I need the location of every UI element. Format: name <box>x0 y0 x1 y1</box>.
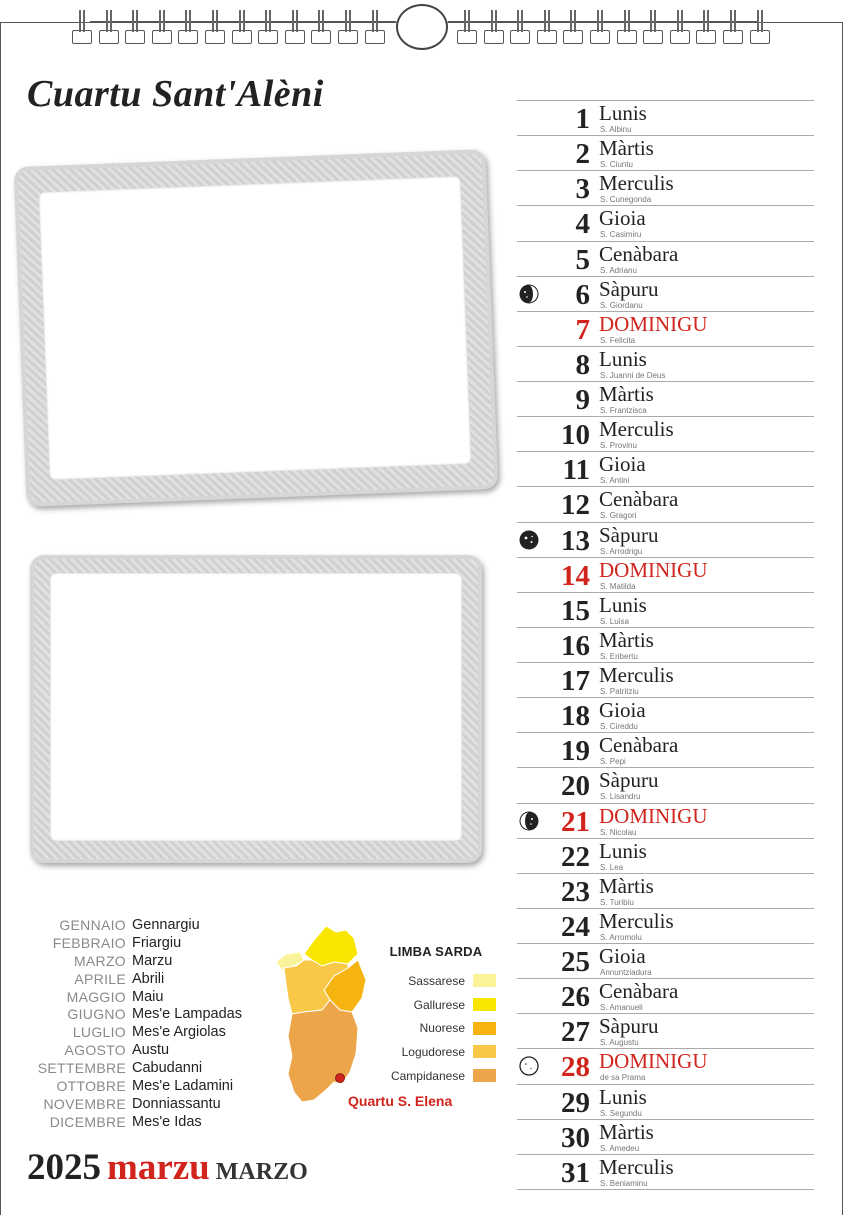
legend-item <box>376 1064 496 1088</box>
photo-placeholder-bottom <box>50 573 462 841</box>
legend-swatch <box>473 1045 496 1058</box>
weekday-name: Màrtis <box>599 136 654 161</box>
saint-name: S. Matilda <box>600 581 636 591</box>
month-row <box>20 952 280 970</box>
legend-item-label: Nuorese <box>419 1021 465 1036</box>
day-number: 18 <box>561 700 590 733</box>
day-number: 20 <box>561 770 590 803</box>
photo-frame-bottom <box>30 555 482 863</box>
binding-ring <box>677 10 681 36</box>
saint-name: S. Segundu <box>600 1108 642 1118</box>
day-number: 7 <box>575 313 590 346</box>
day-row <box>517 1049 814 1084</box>
month-italian: AGOSTO <box>64 1042 126 1059</box>
binding-ring <box>159 10 163 36</box>
binding-ring <box>265 10 269 36</box>
saint-name: S. Albinu <box>600 125 632 134</box>
day-row <box>517 523 814 558</box>
day-number: 22 <box>561 840 590 873</box>
month-sardinian: Maiu <box>132 988 164 1005</box>
weekday-name: Sàpuru <box>599 522 659 547</box>
month-row <box>20 934 280 952</box>
sardinia-map <box>274 924 374 1106</box>
day-row <box>517 593 814 628</box>
binding-ring <box>185 10 189 36</box>
weekday-name: DOMINIGU <box>599 1049 708 1074</box>
saint-name: S. Gragori <box>600 511 637 521</box>
day-row <box>517 979 814 1014</box>
day-row <box>517 1155 814 1190</box>
month-row <box>20 1113 280 1131</box>
saint-name: S. Arrodrigu <box>600 546 643 556</box>
day-number: 3 <box>575 173 590 206</box>
binding-ring <box>544 10 548 36</box>
binding-ring <box>517 10 521 36</box>
month-italian: NOVEMBRE <box>43 1095 126 1112</box>
day-number: 17 <box>561 665 590 697</box>
hanger-ring <box>396 4 448 50</box>
month-row <box>20 1059 280 1077</box>
day-number: 28 <box>561 1051 590 1084</box>
month-sardinian: Friargiu <box>132 934 182 951</box>
month-names-list <box>20 916 280 1131</box>
saint-name: S. Cireddu <box>600 722 638 732</box>
weekday-name: Lunis <box>599 346 647 371</box>
saint-name: Annuntziadura <box>600 968 652 977</box>
weekday-name: Gioia <box>599 944 646 968</box>
legend-item <box>376 969 496 993</box>
calendar-footer <box>27 1146 308 1189</box>
day-number: 1 <box>575 103 590 135</box>
month-sardinian: Abrili <box>132 970 165 987</box>
month-row <box>20 1005 280 1023</box>
map-city-label: Quartu S. Elena <box>348 1093 453 1109</box>
month-italian: OTTOBRE <box>56 1077 126 1094</box>
month-italian: GENNAIO <box>59 916 126 933</box>
day-number: 14 <box>561 559 590 592</box>
month-italian: APRILE <box>74 970 126 987</box>
binding-ring <box>79 10 83 36</box>
binding-ring <box>491 10 495 36</box>
month-italian: FEBBRAIO <box>52 934 126 951</box>
binding-ring <box>318 10 322 36</box>
weekday-name: Cenàbara <box>599 241 679 266</box>
weekday-name: Màrtis <box>599 382 654 406</box>
month-row <box>20 988 280 1006</box>
weekday-name: Cenàbara <box>599 487 679 512</box>
saint-name: S. Lea <box>600 862 624 872</box>
day-row <box>517 1085 814 1120</box>
day-number: 25 <box>561 946 590 978</box>
day-row <box>517 382 814 417</box>
saint-name: S. Amanueli <box>600 1003 643 1013</box>
saint-name: S. Ciuntu <box>600 160 633 170</box>
legend-swatch <box>473 998 496 1011</box>
day-list <box>517 100 814 1190</box>
legend-item-label: Logudorese <box>401 1044 465 1059</box>
day-number: 31 <box>561 1156 590 1189</box>
binding-ring <box>106 10 110 36</box>
day-row <box>517 698 814 733</box>
month-row <box>20 1095 280 1113</box>
day-row <box>517 558 814 593</box>
weekday-name: Gioia <box>599 452 646 477</box>
day-row <box>517 944 814 979</box>
binding-ring <box>570 10 574 36</box>
legend-item-label: Gallurese <box>413 997 465 1012</box>
day-number: 23 <box>561 875 590 908</box>
saint-name: S. Nicolau <box>600 827 637 837</box>
month-sardinian: Gennargiu <box>132 916 200 933</box>
month-sardinian: Austu <box>132 1042 170 1059</box>
weekday-name: Lunis <box>599 1084 647 1109</box>
day-number: 13 <box>561 524 590 557</box>
day-row <box>517 312 814 347</box>
footer-year: 2025 <box>27 1147 101 1188</box>
legend-title: LIMBA SARDA <box>389 944 483 959</box>
footer-month-italian: MARZO <box>215 1159 308 1185</box>
day-row <box>517 768 814 803</box>
binding-ring <box>239 10 243 36</box>
day-number: 27 <box>561 1016 590 1049</box>
saint-name: S. Cunegonda <box>600 195 652 205</box>
day-number: 24 <box>561 910 590 943</box>
legend-swatch <box>473 1069 496 1082</box>
saint-name: S. Juanni de Deus <box>600 370 666 380</box>
saint-name: S. Turibiu <box>600 897 634 907</box>
weekday-name: Sàpuru <box>599 1014 659 1039</box>
month-row <box>20 1077 280 1095</box>
day-number: 16 <box>561 629 590 662</box>
day-number: 12 <box>561 489 590 522</box>
binding-ring <box>730 10 734 36</box>
month-italian: DICEMBRE <box>49 1113 126 1130</box>
day-row <box>517 277 814 312</box>
day-number: 8 <box>575 348 590 381</box>
binding-ring <box>212 10 216 36</box>
weekday-name: Cenàbara <box>599 979 679 1004</box>
weekday-name: DOMINIGU <box>599 557 708 582</box>
day-number: 21 <box>561 805 590 838</box>
binding-ring <box>650 10 654 36</box>
month-sardinian: Mes'e Lampadas <box>132 1006 242 1023</box>
day-number: 26 <box>561 981 590 1014</box>
weekday-name: Màrtis <box>599 1119 654 1144</box>
weekday-name: Merculis <box>599 1154 674 1179</box>
day-number: 4 <box>575 208 590 241</box>
month-row <box>20 970 280 988</box>
day-number: 2 <box>575 138 590 171</box>
month-sardinian: Marzu <box>132 952 173 969</box>
saint-name: S. Lisandru <box>600 792 641 802</box>
day-row <box>517 136 814 171</box>
day-row <box>517 839 814 874</box>
saint-name: S. Casimiru <box>600 230 642 240</box>
day-row <box>517 1014 814 1049</box>
dialect-legend <box>376 944 496 1087</box>
month-sardinian: Cabudanni <box>132 1060 203 1077</box>
day-row <box>517 417 814 452</box>
saint-name: S. Antini <box>600 476 630 486</box>
weekday-name: Merculis <box>599 663 674 687</box>
page-title: Cuartu Sant'Alèni <box>27 73 324 115</box>
map-region-campidanese <box>288 1000 358 1102</box>
legend-item <box>376 1016 496 1040</box>
month-row <box>20 1023 280 1041</box>
day-row <box>517 804 814 839</box>
binding-ring <box>624 10 628 36</box>
weekday-name: Lunis <box>599 838 647 863</box>
day-row <box>517 347 814 382</box>
saint-name: S. Amedeu <box>600 1143 640 1153</box>
legend-item <box>376 1040 496 1064</box>
weekday-name: Merculis <box>599 417 674 442</box>
month-sardinian: Mes'e Ladamini <box>132 1077 234 1094</box>
day-row <box>517 171 814 206</box>
binding-ring <box>597 10 601 36</box>
day-row <box>517 101 814 136</box>
binding-ring <box>345 10 349 36</box>
weekday-name: Merculis <box>599 908 674 933</box>
saint-name: S. Patritziu <box>600 687 639 696</box>
saint-name: S. Provinu <box>600 441 637 451</box>
weekday-name: Gioia <box>599 698 646 723</box>
weekday-name: Merculis <box>599 171 674 196</box>
photo-frame-top <box>14 149 499 507</box>
month-italian: MAGGIO <box>66 988 126 1005</box>
weekday-name: Lunis <box>599 101 647 125</box>
month-row <box>20 916 280 934</box>
legend-item-label: Campidanese <box>390 1068 465 1083</box>
day-number: 15 <box>561 594 590 627</box>
month-italian: SETTEMBRE <box>37 1060 126 1077</box>
legend-item-label: Sassarese <box>408 973 465 988</box>
saint-name: S. Felicita <box>600 335 636 345</box>
saint-name: S. Arromolu <box>600 932 642 942</box>
day-row <box>517 206 814 241</box>
photo-placeholder-top <box>39 176 472 480</box>
month-sardinian: Mes'e Argiolas <box>132 1024 226 1041</box>
binding-ring <box>372 10 376 36</box>
legend-swatch <box>473 974 496 987</box>
binding-ring <box>132 10 136 36</box>
weekday-name: Cenàbara <box>599 733 679 758</box>
binding-ring <box>292 10 296 36</box>
weekday-name: Sàpuru <box>599 276 659 301</box>
month-italian: MARZO <box>73 952 126 969</box>
day-row <box>517 909 814 944</box>
saint-name: S. Beniaminu <box>600 1178 648 1188</box>
saint-name: S. Eribertu <box>600 651 638 661</box>
weekday-name: Màrtis <box>599 627 654 652</box>
day-row <box>517 874 814 909</box>
month-italian: LUGLIO <box>72 1024 126 1041</box>
binding-ring <box>757 10 761 36</box>
day-row <box>517 487 814 522</box>
saint-name: S. Pepi <box>600 757 626 767</box>
weekday-name: Màrtis <box>599 873 654 898</box>
day-row <box>517 242 814 277</box>
day-row <box>517 1120 814 1155</box>
saint-name: S. Giordanu <box>600 300 643 310</box>
legend-item <box>376 993 496 1017</box>
month-row <box>20 1041 280 1059</box>
day-row <box>517 663 814 698</box>
month-sardinian: Donniassantu <box>132 1095 221 1112</box>
saint-name: S. Luisa <box>600 616 629 626</box>
month-italian: GIUGNO <box>67 1006 126 1023</box>
binding-ring <box>464 10 468 36</box>
binding-ring <box>703 10 707 36</box>
saint-name: S. Frantzisca <box>600 406 647 415</box>
day-number: 9 <box>575 384 590 416</box>
day-number: 11 <box>562 454 590 487</box>
footer-month: marzu <box>107 1147 210 1188</box>
day-number: 6 <box>575 278 590 311</box>
saint-name: de sa Prama <box>600 1073 646 1083</box>
day-row <box>517 628 814 663</box>
legend-swatch <box>473 1022 496 1035</box>
weekday-name: Gioia <box>599 206 646 231</box>
weekday-name: DOMINIGU <box>599 803 708 828</box>
day-number: 19 <box>561 735 590 768</box>
saint-name: S. Adrianu <box>600 265 637 275</box>
weekday-name: DOMINIGU <box>599 311 708 336</box>
day-number: 10 <box>561 419 590 452</box>
weekday-name: Lunis <box>599 592 647 617</box>
day-number: 5 <box>575 243 590 276</box>
city-marker <box>336 1074 345 1083</box>
month-sardinian: Mes'e Idas <box>132 1113 202 1130</box>
weekday-name: Sàpuru <box>599 768 659 793</box>
day-row <box>517 733 814 768</box>
saint-name: S. Augustu <box>600 1038 639 1048</box>
day-number: 30 <box>561 1121 590 1154</box>
day-number: 29 <box>561 1086 590 1119</box>
day-row <box>517 452 814 487</box>
